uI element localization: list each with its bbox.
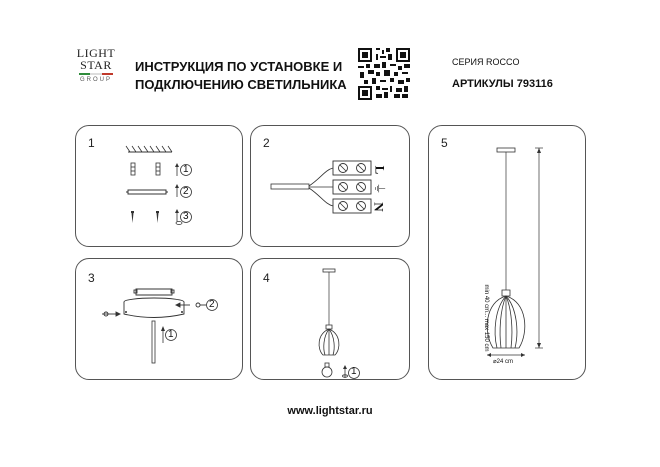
terminal-block-icon: [333, 161, 371, 213]
bulb-icon: [322, 363, 332, 377]
series-label: СЕРИЯ ROCCO: [452, 57, 520, 67]
panel-step-1: [75, 125, 243, 247]
terminal-label-neutral: N: [371, 202, 387, 212]
logo-line-3: GROUP: [79, 77, 112, 83]
canopy-icon: [497, 148, 515, 152]
diameter-dimension-label: ⌀24 cm: [493, 359, 513, 365]
panel-number: 5: [441, 136, 448, 150]
mounting-bracket-icon: [126, 190, 168, 194]
logo-flag-stripe: [79, 73, 113, 75]
canopy-icon: [124, 298, 184, 318]
title-line-1: ИНСТРУКЦИЯ ПО УСТАНОВКЕ И: [135, 59, 343, 74]
bracket-icon: [134, 289, 174, 295]
panel-step-5: [428, 125, 586, 380]
dimensions-illustration: [429, 126, 587, 381]
title-line-2: ПОДКЛЮЧЕНИЮ СВЕТИЛЬНИКА: [135, 77, 347, 92]
screwdriver-icon: [176, 222, 182, 225]
dowel-icon: [131, 163, 160, 175]
article-label: АРТИКУЛЫ 793116: [452, 78, 553, 90]
panel-step-3: [75, 258, 243, 380]
logo-line-2: STAR: [80, 58, 112, 72]
ground-icon: ⏚: [372, 182, 387, 195]
qr-code-icon: [358, 48, 410, 100]
bulb-install-illustration: [251, 259, 411, 381]
terminal-label-live: L: [372, 165, 388, 175]
pendant-shade-icon: [319, 325, 339, 355]
pendant-shade-icon: [487, 290, 525, 348]
step-circle-1: 1: [183, 164, 189, 175]
step-1-illustration: [76, 126, 244, 248]
step-circle-2: 2: [183, 186, 189, 197]
height-dimension-label: min 40 cm... max 150 cm: [483, 284, 489, 352]
logo-line-1: LIGHT: [76, 46, 116, 60]
panel-step-2: [250, 125, 410, 247]
step-circle-2: 2: [209, 299, 215, 310]
panel-number: 1: [88, 136, 95, 150]
step-circle-3: 3: [183, 211, 189, 222]
canopy-icon: [323, 269, 335, 272]
panel-number: 2: [263, 136, 270, 150]
panel-step-4: [250, 258, 410, 380]
page-title: [135, 58, 347, 94]
panel-number: 3: [88, 271, 95, 285]
canopy-mount-illustration: [76, 259, 244, 381]
panel-number: 4: [263, 271, 270, 285]
screw-icon: [131, 211, 159, 223]
step-circle-1: 1: [351, 366, 357, 377]
brand-logo: [75, 47, 117, 99]
website-url[interactable]: www.lightstar.ru: [287, 405, 373, 417]
step-circle-1: 1: [168, 329, 174, 340]
